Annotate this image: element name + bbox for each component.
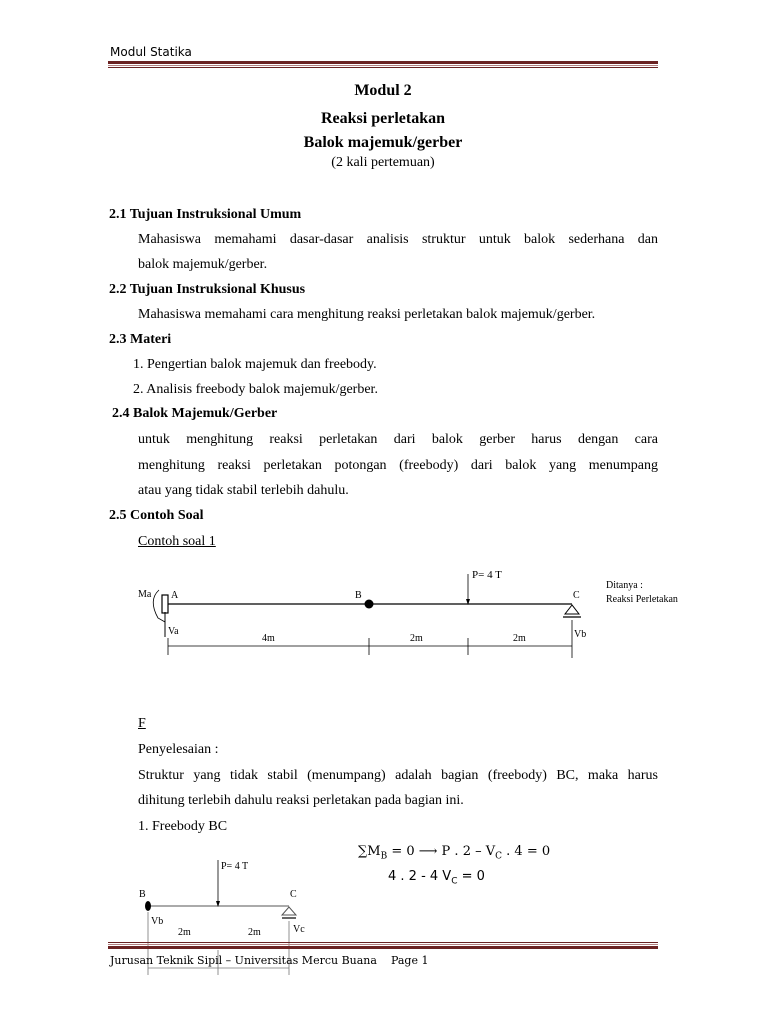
label-c: C <box>573 590 580 601</box>
label-va: Va <box>168 626 179 637</box>
label-b: B <box>139 889 146 900</box>
label-vb: Vb <box>151 916 164 927</box>
para-2-1-line2: balok majemuk/gerber. <box>138 257 268 272</box>
label-load: P= 4 T <box>221 861 249 872</box>
para-2-4-line1: untuk menghitung reaksi perletakan dari balok gerber harus dengan cara <box>138 432 658 447</box>
label-b: B <box>355 590 362 601</box>
para-2-2: Mahasiswa memahami cara menghitung reaksi perletakan balok majemuk/gerber. <box>138 307 596 322</box>
heading-2-4: 2.4 Balok Majemuk/Gerber <box>112 406 278 421</box>
label-f: F <box>138 716 146 731</box>
solution-line2: dihitung terlebih dahulu reaksi perletakan pada bagian ini. <box>138 793 464 808</box>
label-load: P= 4 T <box>472 569 502 581</box>
heading-2-5: 2.5 Contoh Soal <box>109 508 204 523</box>
label-span-2: 2m <box>410 633 423 644</box>
step-freebody-bc: 1. Freebody BC <box>138 819 228 834</box>
para-2-4-line2: menghitung reaksi perletakan potongan (freebody) dari balok yang menumpang <box>138 458 658 473</box>
heading-2-1: 2.1 Tujuan Instruksional Umum <box>109 207 302 222</box>
list-item: 1. Pengertian balok majemuk dan freebody. <box>133 357 377 372</box>
equation-2: 4 . 2 - 4 $V_C = 0$ <box>388 869 485 887</box>
title-note: (2 kali pertemuan) <box>331 155 435 170</box>
footer-text: Jurusan Teknik Sipil – Universitas Mercu Buana <box>110 954 377 967</box>
header-title: Modul Statika <box>110 45 192 59</box>
label-span-1: 2m <box>178 927 191 938</box>
asked-label: Ditanya : <box>606 580 643 591</box>
equation-1: $\sum M_B = 0$ ⟶ P . $2 - V_C$ . 4 = 0 <box>358 844 551 862</box>
label-a: A <box>171 590 179 601</box>
module-title: Modul 2 <box>354 82 412 99</box>
label-span-1: 4m <box>262 633 275 644</box>
page-number: Page 1 <box>390 954 429 967</box>
list-item: 2. Analisis freebody balok majemuk/gerber. <box>133 382 378 397</box>
solution-label: Penyelesaian : <box>138 742 219 757</box>
asked-value: Reaksi Perletakan <box>606 594 678 605</box>
title-line2: Balok majemuk/gerber <box>303 134 463 151</box>
heading-2-2: 2.2 Tujuan Instruksional Khusus <box>109 282 306 297</box>
para-2-4-line3: atau yang tidak stabil terlebih dahulu. <box>138 483 349 498</box>
label-span-3: 2m <box>513 633 526 644</box>
example-title: Contoh soal 1 <box>138 534 216 549</box>
heading-2-3: 2.3 Materi <box>109 332 172 347</box>
label-vc: Vc <box>293 924 305 935</box>
label-ma: Ma <box>138 589 152 600</box>
roller-support-icon <box>282 907 296 915</box>
title-line1: Reaksi perletakan <box>321 110 445 127</box>
solution-line1: Struktur yang tidak stabil (menumpang) adalah bagian (freebody) BC, maka harus <box>138 768 658 783</box>
para-2-1-line1: Mahasiswa memahami dasar-dasar analisis struktur untuk balok sederhana dan <box>138 232 658 247</box>
label-c: C <box>290 889 297 900</box>
label-span-2: 2m <box>248 927 261 938</box>
footer <box>110 952 428 970</box>
label-vb: Vb <box>574 629 587 640</box>
hinge-icon <box>145 901 151 911</box>
